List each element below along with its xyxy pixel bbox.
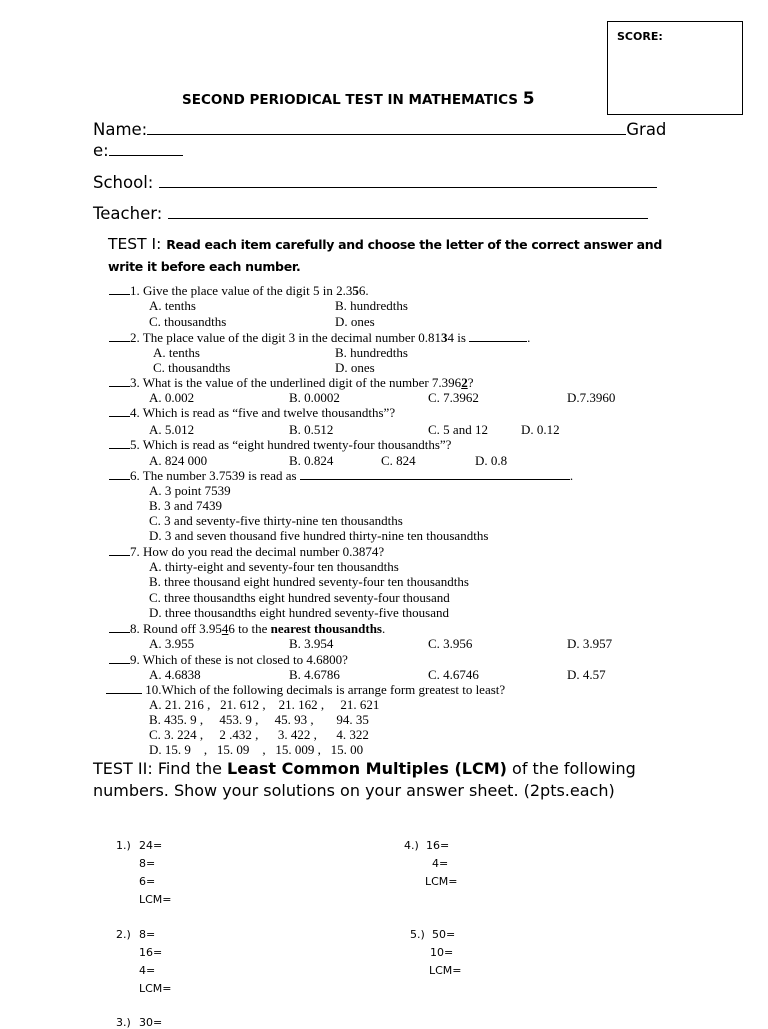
lcm-item-4-line-2: 4= [432,857,449,870]
school-blank[interactable] [159,171,657,188]
title-number: 5 [522,89,535,109]
q3-option-d: D.7.3960 [567,390,616,405]
q5-text: 5. Which is read as “eight hundred twenty-four thousandths”? [130,437,452,452]
q8-bold-text: nearest thousandths [270,621,382,636]
lcm-item-4-label: 4.) [404,839,419,852]
q9-option-c: C. 4.6746 [428,667,479,682]
q2-option-b: B. hundredths [335,345,408,360]
lcm-item-3-label: 3.) [116,1016,131,1029]
answer-blank-10[interactable] [106,682,142,694]
q3-option-a: A. 0.002 [149,390,195,405]
q3-option-b: B. 0.0002 [289,390,340,405]
name-label: Name: [93,120,148,139]
answer-blank-1[interactable] [109,283,130,295]
q4-option-a: A. 5.012 [149,422,195,437]
lcm-item-2-line-4: LCM= [139,982,172,995]
q1-text: 1. Give the place value of the digit 5 in 2.3 [130,283,353,298]
q7-option-a: A. thirty-eight and seventy-four ten thousandths [149,559,399,574]
q8-option-c: C. 3.956 [428,636,473,651]
q6-text: 6. The number 3.7539 is read as [130,468,300,483]
q3-text: 3. What is the value of the underlined digit of the number 7.396 [130,375,462,390]
q5-option-c: C. 824 [381,453,416,468]
q8-option-a: A. 3.955 [149,636,195,651]
q6-option-d: D. 3 and seven thousand five hundred thirty-nine ten thousandths [149,528,489,543]
q7-option-c: C. three thousandths eight hundred seventy-four thousand [149,590,450,605]
teacher-field[interactable] [93,202,648,223]
page-title [182,89,535,109]
q8-text-end: . [381,621,386,636]
grade-label-a: Grad [626,120,667,139]
lcm-item-2-line-1: 8= [139,928,156,941]
question-5 [109,437,451,452]
question-7 [109,544,384,559]
name-blank[interactable] [147,118,626,135]
answer-blank-7[interactable] [109,544,130,556]
answer-blank-8[interactable] [109,621,130,633]
q6-end-punct: . [569,468,574,483]
lcm-item-2-line-2: 16= [139,946,163,959]
q1-text-end: 6. [358,283,369,298]
q10-option-d: D. 15. 9 , 15. 09 , 15. 009 , 15. 00 [149,742,364,757]
q1-bold-digit: 5 [352,283,359,298]
answer-blank-9[interactable] [109,652,130,664]
lcm-item-1-line-4: LCM= [139,893,172,906]
grade-field[interactable] [93,139,183,160]
lcm-item-4-line-1: 16= [426,839,450,852]
q5-option-b: B. 0.824 [289,453,334,468]
q6-option-b: B. 3 and 7439 [149,498,222,513]
answer-blank-6[interactable] [109,468,130,480]
q6-fill-blank[interactable] [300,468,570,480]
lcm-item-2-line-3: 4= [139,964,156,977]
lcm-item-1-line-3: 6= [139,875,156,888]
q9-option-a: A. 4.6838 [149,667,201,682]
q4-option-d: D. 0.12 [521,422,560,437]
answer-blank-5[interactable] [109,437,130,449]
q1-option-b: B. hundredths [335,298,408,313]
grade-label-b: e: [93,141,109,160]
q7-option-b: B. three thousand eight hundred seventy-four ten thousandths [149,574,469,589]
test2-rest: of the following numbers. Show your solutions on your answer sheet. (2pts.each) [93,759,636,800]
q2-text: 2. The place value of the digit 3 in the decimal number 0.81 [130,330,441,345]
lcm-item-1-line-1: 24= [139,839,163,852]
q7-option-d: D. three thousandths eight hundred seventy-five thousand [149,605,450,620]
teacher-label: Teacher: [93,204,168,223]
q10-option-c: C. 3. 224 , 2 .432 , 3. 422 , 4. 322 [149,727,369,742]
lcm-item-3-line-1: 30= [139,1016,163,1029]
q4-option-c: C. 5 and 12 [428,422,488,437]
q3-option-c: C. 7.3962 [428,390,479,405]
question-6 [109,468,573,483]
q7-text: 7. How do you read the decimal number 0.3874? [130,544,385,559]
q5-option-d: D. 0.8 [475,453,508,468]
question-9 [109,652,348,667]
q8-option-d: D. 3.957 [567,636,613,651]
q5-option-a: A. 824 000 [149,453,208,468]
test1-header [108,233,668,277]
q1-option-c: C. thousandths [149,314,227,329]
q2-option-d: D. ones [335,360,375,375]
lcm-item-5-line-2: 10= [430,946,454,959]
score-box[interactable] [607,21,743,115]
lcm-item-5-line-3: LCM= [429,964,462,977]
title-text: SECOND PERIODICAL TEST IN MATHEMATICS [182,92,523,108]
name-field[interactable] [93,118,666,139]
lcm-item-4-line-3: LCM= [425,875,458,888]
test1-instruction: Read each item carefully and choose the letter of the correct answer and write it before each number. [108,237,663,274]
q8-text: 8. Round off 3.95 [130,621,222,636]
test1-lead: TEST I: [108,235,167,253]
q2-fill-blank[interactable] [469,330,527,342]
lcm-item-1-line-2: 8= [139,857,156,870]
q4-text: 4. Which is read as “five and twelve thousandths”? [130,405,396,420]
q2-text-end: 4 is [447,330,470,345]
q6-option-c: C. 3 and seventy-five thirty-nine ten thousandths [149,513,403,528]
question-3 [109,375,473,390]
lcm-item-2-label: 2.) [116,928,131,941]
question-10 [106,682,505,697]
answer-blank-3[interactable] [109,375,130,387]
q8-option-b: B. 3.954 [289,636,334,651]
q2-bold-digit: 3 [440,330,448,345]
q1-option-a: A. tenths [149,298,196,313]
q10-text: 10.Which of the following decimals is arrange form greatest to least? [145,682,506,697]
test2-bold: Least Common Multiples (LCM) [227,759,507,778]
q3-text-end: ? [467,375,474,390]
q9-option-b: B. 4.6786 [289,667,340,682]
q10-option-a: A. 21. 216 , 21. 612 , 21. 162 , 21. 621 [149,697,380,712]
q2-option-c: C. thousandths [153,360,231,375]
question-8 [109,621,385,636]
q3-underlined-digit: 2 [461,375,468,390]
grade-blank[interactable] [109,139,183,156]
q8-underlined-digit: 4 [221,621,229,636]
q8-text-mid: 6 to the [228,621,271,636]
question-4 [109,405,395,420]
lcm-item-1-label: 1.) [116,839,131,852]
q6-option-a: A. 3 point 7539 [149,483,231,498]
q9-option-d: D. 4.57 [567,667,606,682]
lcm-item-5-label: 5.) [410,928,425,941]
q1-option-d: D. ones [335,314,375,329]
q4-option-b: B. 0.512 [289,422,334,437]
score-label: SCORE: [617,30,663,43]
lcm-item-5-line-1: 50= [432,928,456,941]
question-2 [109,330,530,345]
q2-end-punct: . [527,330,531,345]
school-label: School: [93,173,159,192]
question-1 [109,283,369,298]
q2-option-a: A. tenths [153,345,200,360]
test2-header [93,758,713,801]
q10-option-b: B. 435. 9 , 453. 9 , 45. 93 , 94. 35 [149,712,369,727]
answer-blank-2[interactable] [109,330,130,342]
answer-blank-4[interactable] [109,405,130,417]
teacher-blank[interactable] [168,202,648,219]
school-field[interactable] [93,171,657,192]
test2-lead: TEST II: Find the [93,759,228,778]
q9-text: 9. Which of these is not closed to 4.6800? [130,652,348,667]
